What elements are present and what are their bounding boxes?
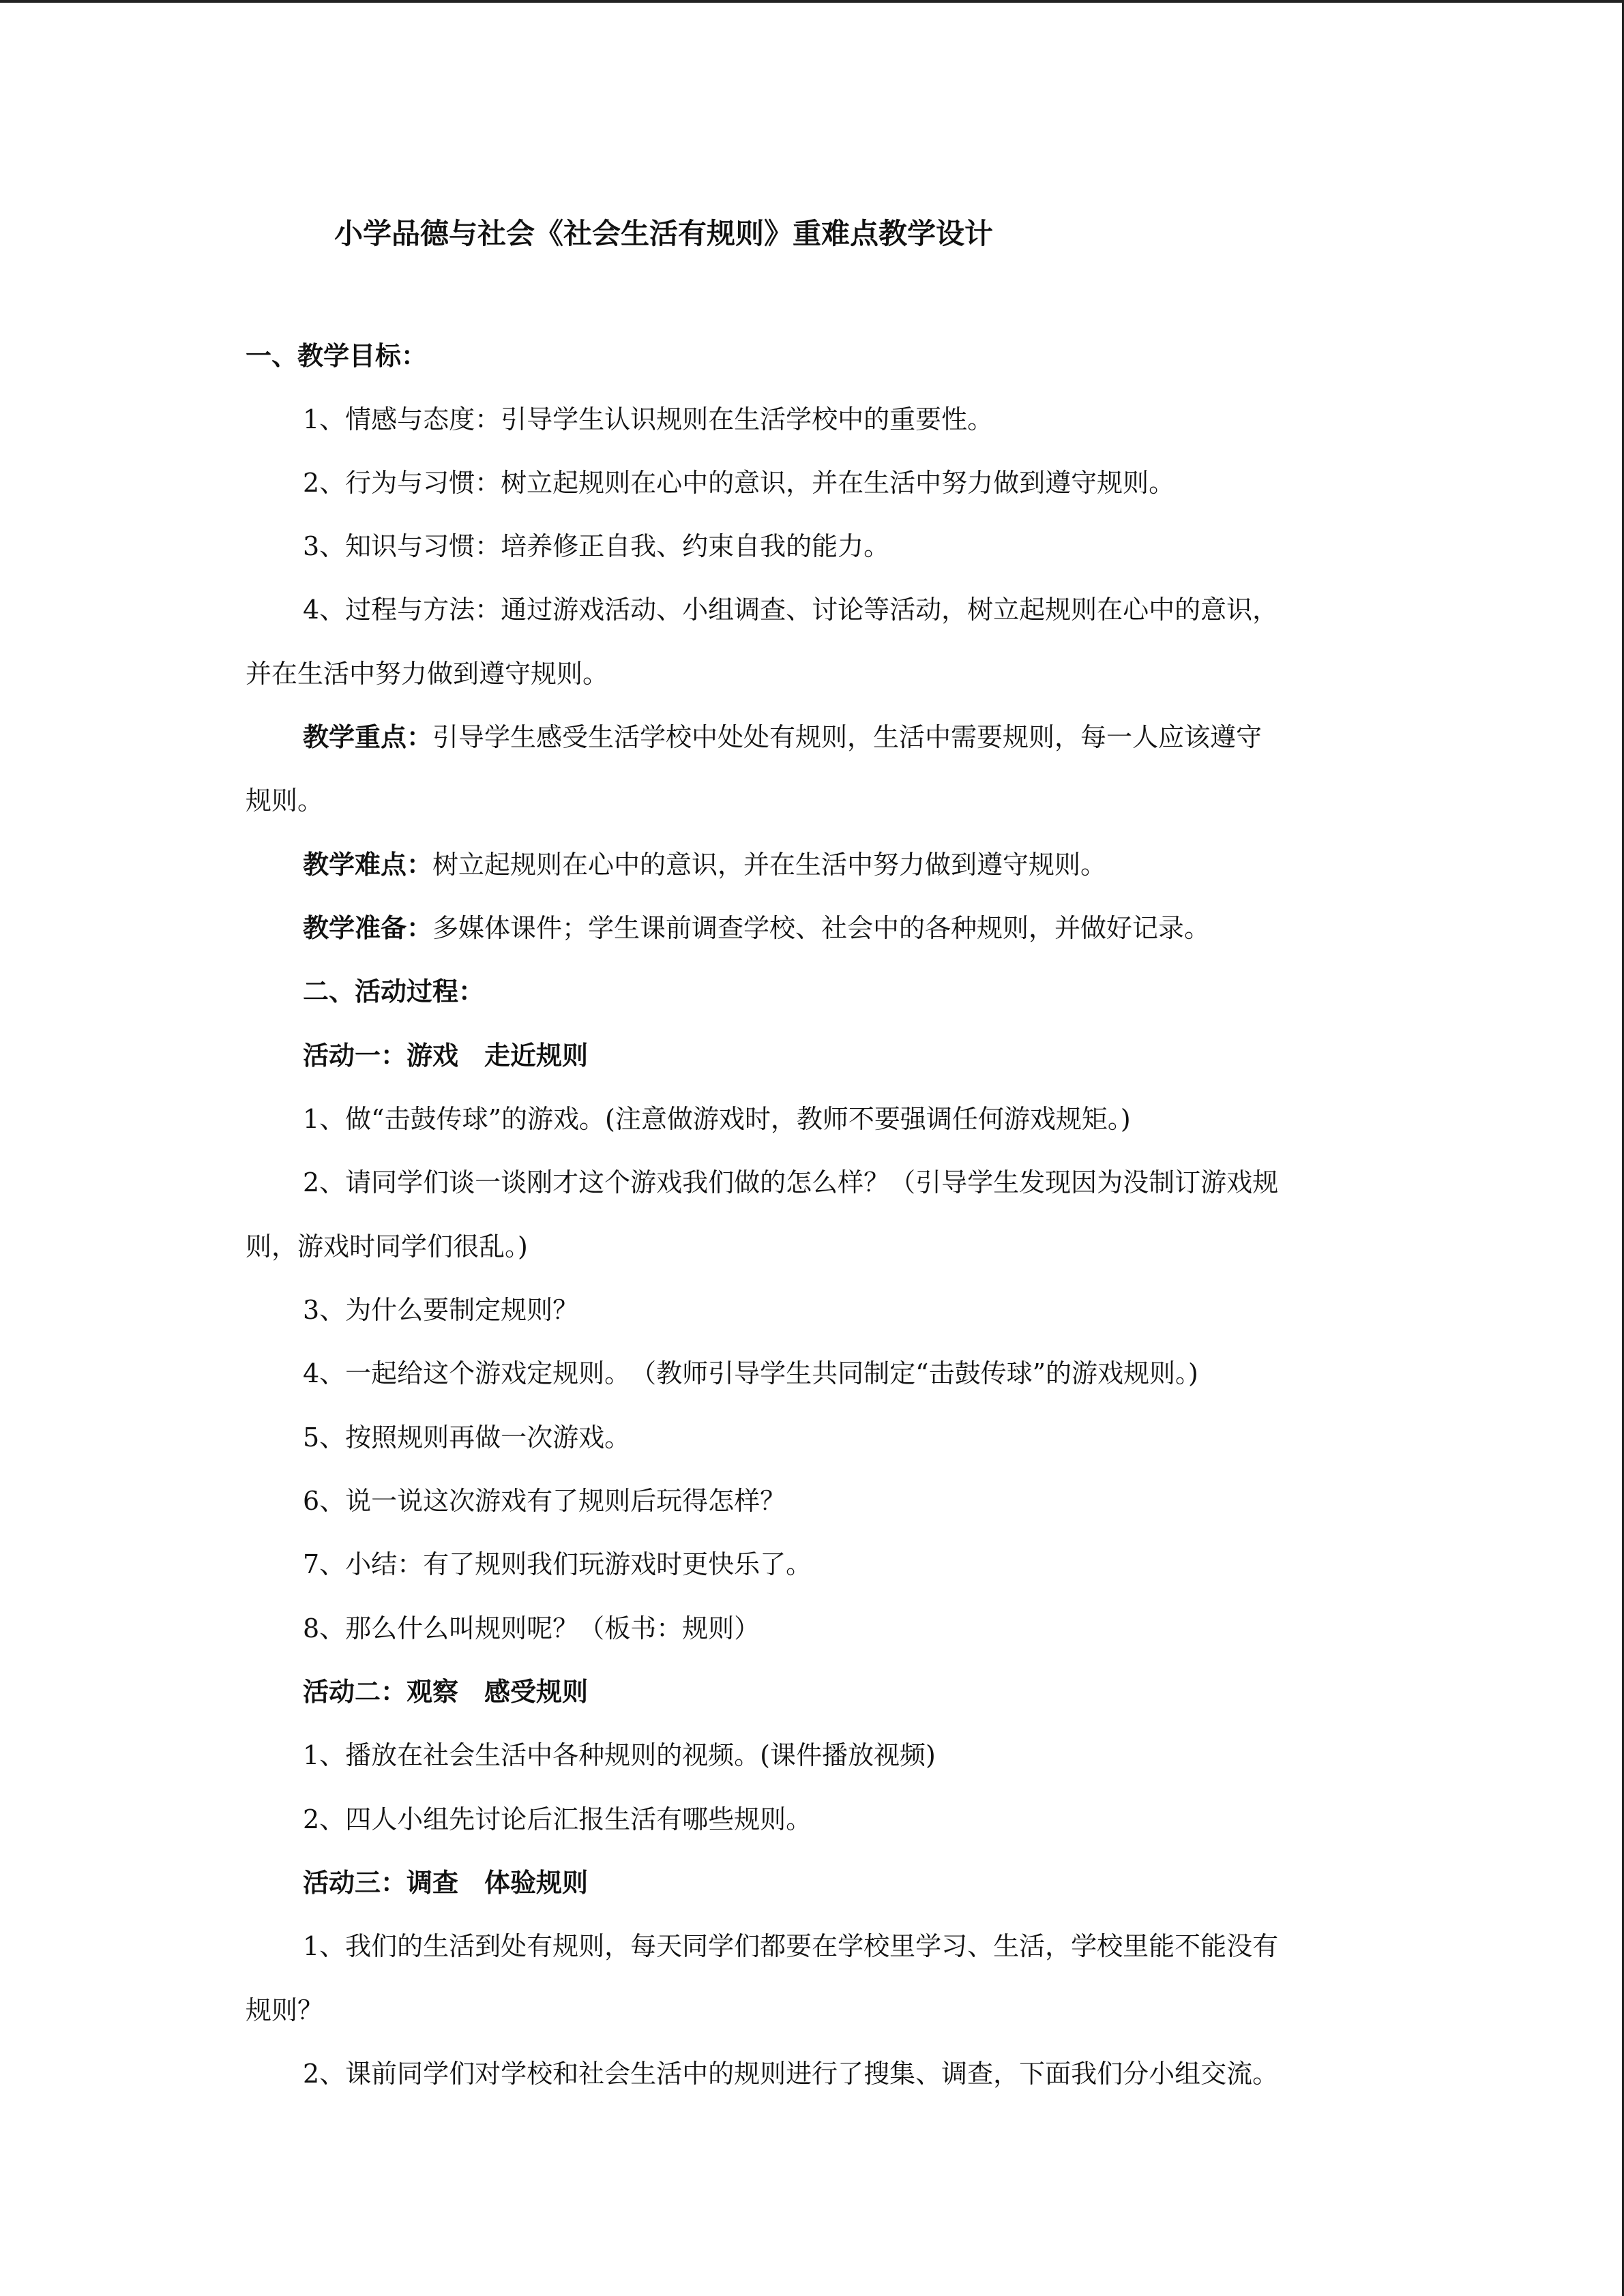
key-point-label: 教学重点： <box>303 721 433 752</box>
activity2-heading: 活动二：观察 感受规则 <box>303 1676 589 1707</box>
activity3-item: 2、课前同学们对学校和社会生活中的规则进行了搜集、调查，下面我们分小组交流。 <box>303 2059 1279 2089</box>
activity1-item: 5、按照规则再做一次游戏。 <box>303 1422 631 1452</box>
activity1-heading: 活动一：游戏 走近规则 <box>303 1040 589 1071</box>
section-heading-process: 二、活动过程： <box>303 976 485 1007</box>
activity3-heading: 活动三：调查 体验规则 <box>303 1867 589 1898</box>
page-top-border <box>0 0 1624 3</box>
activity1-item-continuation: 则，游戏时同学们很乱。) <box>246 1232 528 1262</box>
activity1-item: 7、小结：有了规则我们玩游戏时更快乐了。 <box>303 1549 812 1579</box>
preparation-text: 多媒体课件；学生课前调查学校、社会中的各种规则，并做好记录。 <box>432 913 1211 943</box>
activity3-item-continuation: 规则？ <box>246 1995 324 2025</box>
activity3-item: 1、我们的生活到处有规则，每天同学们都要在学校里学习、生活，学校里能不能没有 <box>303 1931 1279 1961</box>
goal-item: 1、情感与态度：引导学生认识规则在生活学校中的重要性。 <box>303 404 994 434</box>
goal-item: 3、知识与习惯：培养修正自我、约束自我的能力。 <box>303 531 890 561</box>
activity1-item: 8、那么什么叫规则呢？（板书：规则） <box>303 1613 761 1643</box>
activity1-item: 6、说一说这次游戏有了规则后玩得怎样？ <box>303 1486 786 1516</box>
section-heading-goals: 一、教学目标： <box>246 340 428 371</box>
activity1-item: 3、为什么要制定规则？ <box>303 1295 579 1325</box>
preparation-label: 教学准备： <box>303 912 433 943</box>
goal-item-continuation: 并在生活中努力做到遵守规则。 <box>246 659 609 689</box>
activity2-item: 2、四人小组先讨论后汇报生活有哪些规则。 <box>303 1804 812 1834</box>
difficulty-text: 树立起规则在心中的意识，并在生活中努力做到遵守规则。 <box>432 850 1107 880</box>
goal-item: 2、行为与习惯：树立起规则在心中的意识，并在生活中努力做到遵守规则。 <box>303 468 1175 498</box>
key-point-continuation: 规则。 <box>246 786 324 816</box>
goal-item: 4、过程与方法：通过游戏活动、小组调查、讨论等活动，树立起规则在心中的意识， <box>303 595 1279 625</box>
activity1-item: 2、请同学们谈一谈刚才这个游戏我们做的怎么样？（引导学生发现因为没制订游戏规 <box>303 1167 1279 1197</box>
key-point-text: 引导学生感受生活学校中处处有规则，生活中需要规则，每一人应该遵守 <box>432 722 1263 752</box>
activity1-item: 4、一起给这个游戏定规则。 （教师引导学生共同制定“击鼓传球”的游戏规则。) <box>303 1358 1198 1388</box>
activity2-item: 1、播放在社会生活中各种规则的视频。(课件播放视频) <box>303 1740 936 1770</box>
activity1-item: 1、做“击鼓传球”的游戏。(注意做游戏时，教师不要强调任何游戏规矩。) <box>303 1104 1131 1134</box>
preparation-line <box>303 911 1210 945</box>
key-point-line <box>303 720 1262 754</box>
difficulty-label: 教学难点： <box>303 849 433 880</box>
document-title: 小学品德与社会《社会生活有规则》重难点教学设计 <box>334 217 994 250</box>
difficulty-line <box>303 848 1106 882</box>
